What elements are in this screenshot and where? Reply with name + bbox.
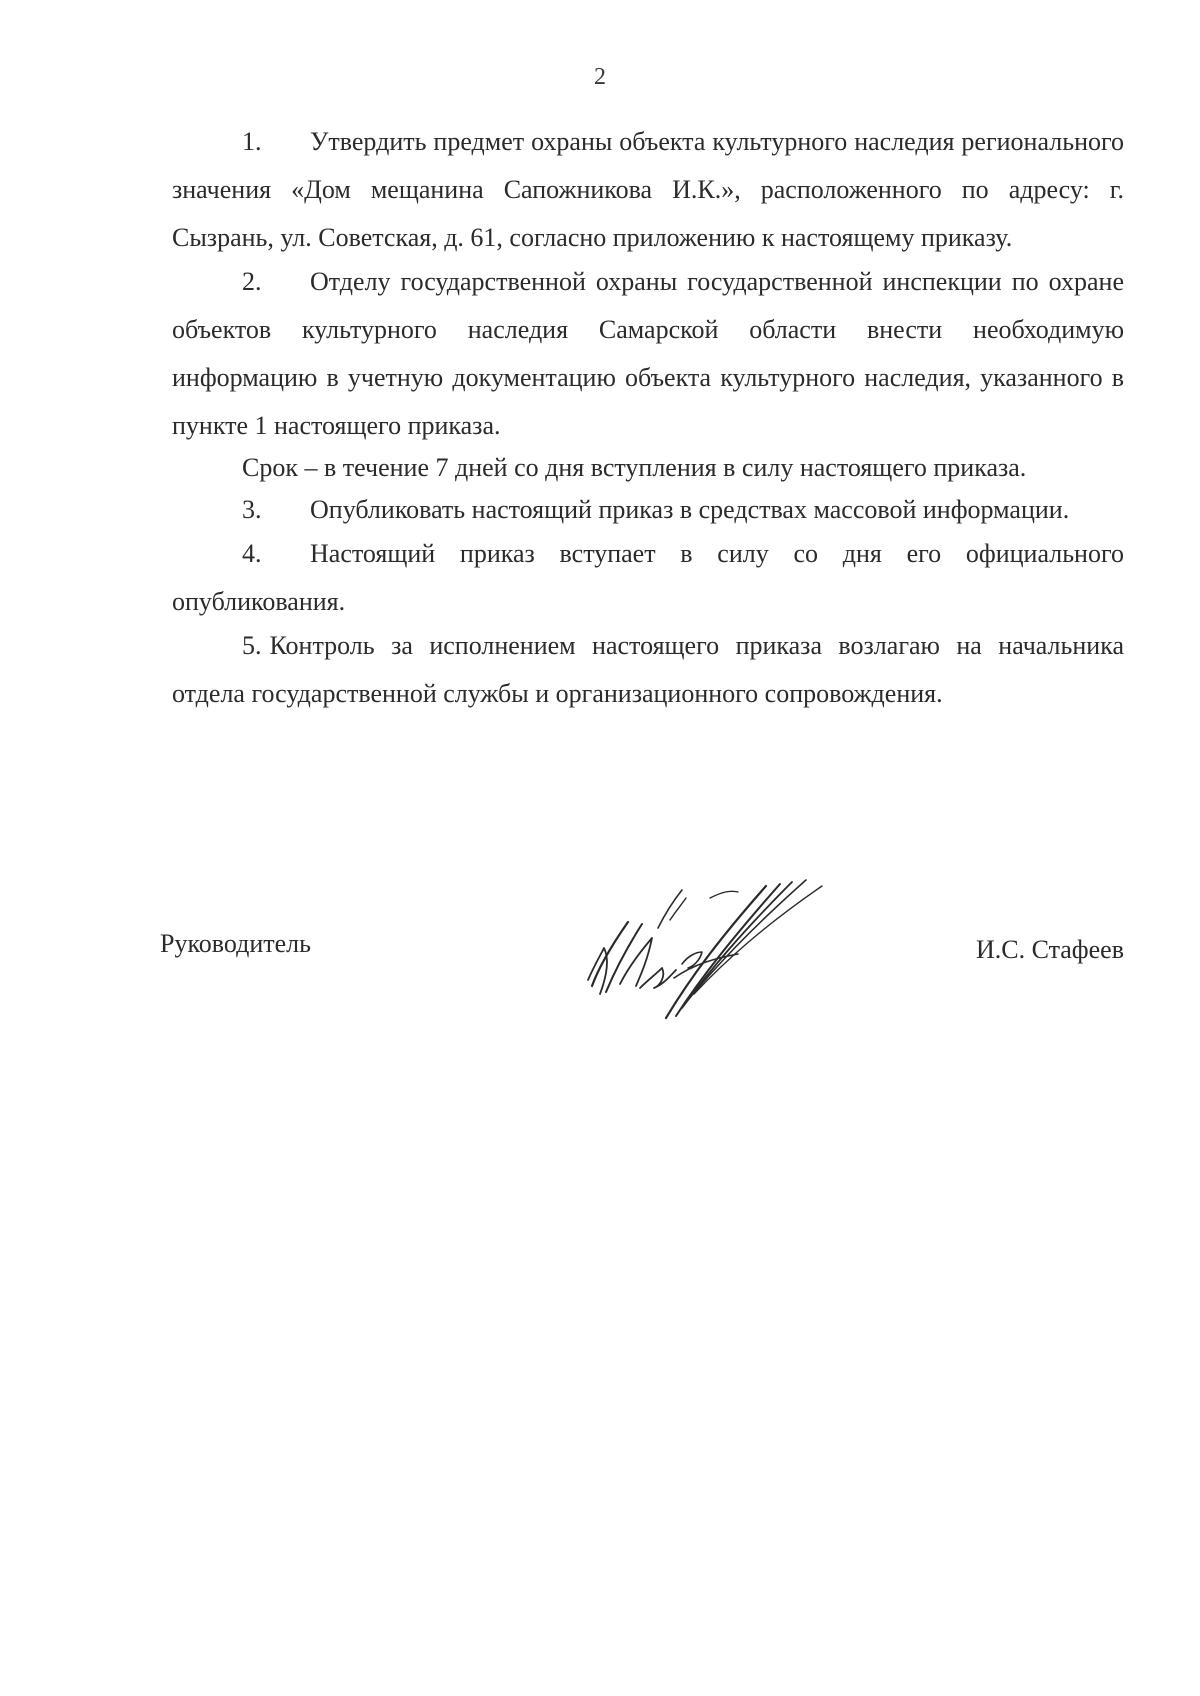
paragraph-5: [172, 622, 1124, 718]
paragraph-5-number: 5.: [242, 631, 262, 660]
deadline-text: Срок – в течение 7 дней со дня вступления в силу настоящего приказа.: [242, 453, 1027, 482]
signatory-title: Руководитель: [160, 929, 311, 958]
paragraph-3-number: 3.: [242, 495, 262, 524]
paragraph-1-number: 1.: [242, 127, 262, 156]
document-body: [172, 118, 1124, 718]
paragraph-4-number: 4.: [242, 539, 262, 568]
paragraph-2: [172, 258, 1124, 450]
page-number: 2: [594, 64, 606, 90]
paragraph-4: [172, 530, 1124, 626]
paragraph-5-text: Контроль за исполнением настоящего приказа возлагаю на начальника отдела государственной службы и организационного сопровождения.: [172, 631, 1124, 708]
paragraph-3: [172, 486, 1124, 534]
signature-block: [160, 920, 1124, 968]
paragraph-1: [172, 118, 1124, 262]
paragraph-1-text: Утвердить предмет охраны объекта культурного наследия регионального значения «Дом мещанина Сапожникова И.К.», расположенного по адресу: г. Сызрань, ул. Советская, д. 61, согласно приложению к настоящему приказу.: [172, 127, 1124, 252]
paragraph-4-text: Настоящий приказ вступает в силу со дня его официального опубликования.: [172, 539, 1124, 616]
paragraph-2-text: Отделу государственной охраны государственной инспекции по охране объектов культурного наследия Самарской области внести необходимую информацию в учетную документацию объекта культурного наследия, указанного в пункте 1 настоящего приказа.: [172, 267, 1124, 440]
deadline-paragraph: [172, 444, 1124, 492]
signatory-name: И.С. Стафеев: [975, 935, 1124, 964]
paragraph-3-text: Опубликовать настоящий приказ в средствах массовой информации.: [310, 495, 1070, 524]
paragraph-2-number: 2.: [242, 267, 262, 296]
